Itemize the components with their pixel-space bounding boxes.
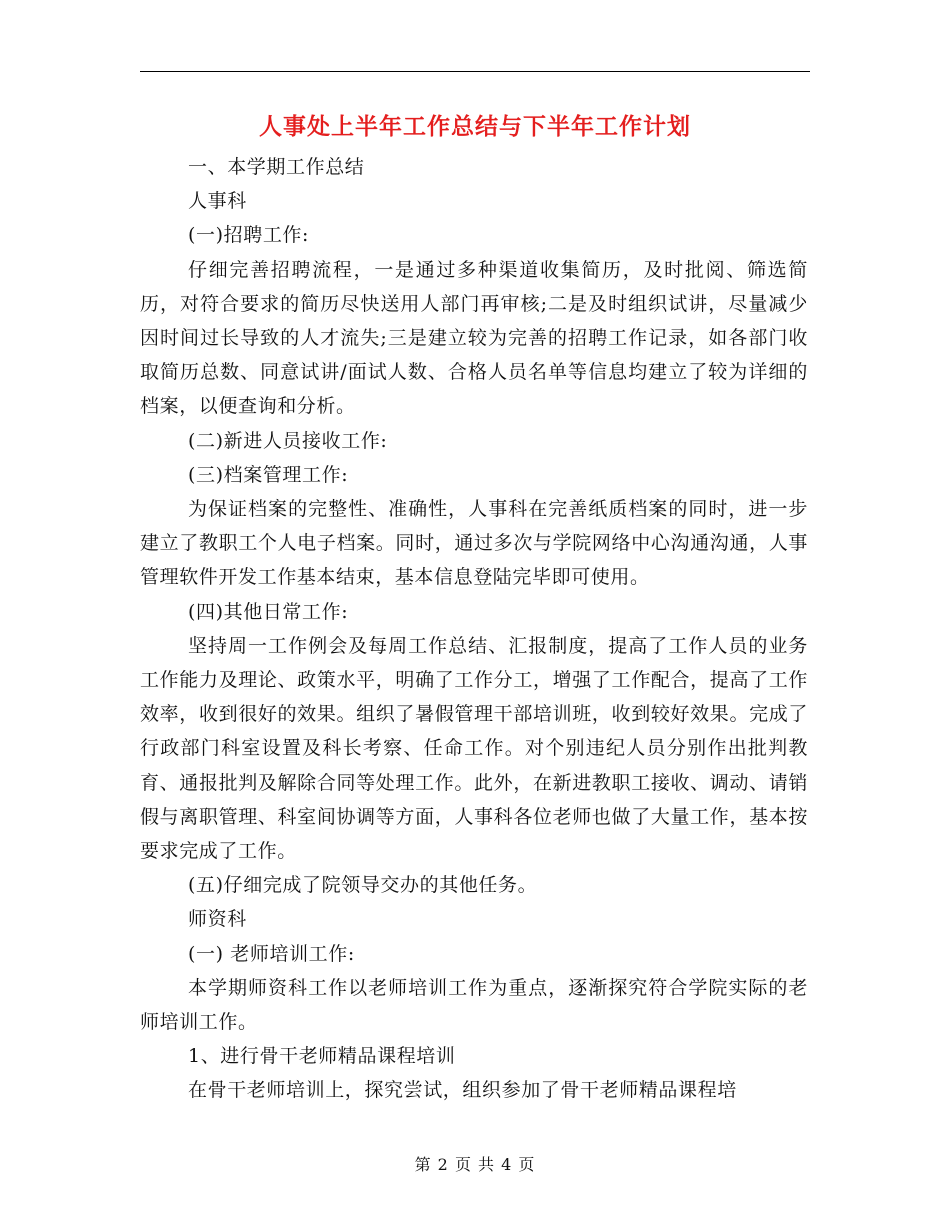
item-heading: (二)新进人员接收工作: [188,429,388,452]
item-heading: (五)仔细完成了院领导交办的其他任务。 [188,874,538,897]
body-paragraph: 为保证档案的完整性、准确性，人事科在完善纸质档案的同时，进一步建立了教职工个人电子档案。同时，通过多次与学院网络中心沟通沟通，人事管理软件开发工作基本结束，基本信息登陆完毕即可使用。 [140,498,808,589]
section-heading: 一、本学期工作总结 [188,156,365,178]
subsection-heading: 人事科 [188,190,247,213]
page-number-footer: 第 2 页 共 4 页 [414,1155,536,1174]
body-paragraph: 仔细完善招聘流程，一是通过多种渠道收集简历，及时批阅、筛选简历，对符合要求的简历尽快送用人部门再审核;二是及时组织试讲，尽量减少因时间过长导致的人才流失;三是建立较为完善的招聘工作记录，如各部门收取简历总数、同意试讲/面试人数、合格人员名单等信息均建立了较为详细的档案，以便查询和分析。 [140,258,808,418]
body-paragraph: 在骨干老师培训上，探究尝试，组织参加了骨干老师精品课程培 [188,1079,737,1102]
header-rule [140,71,810,72]
item-heading: (四)其他日常工作: [188,600,349,623]
subsection-heading: 师资科 [188,908,247,931]
body-paragraph: 本学期师资科工作以老师培训工作为重点，逐渐探究符合学院实际的老师培训工作。 [140,976,808,1034]
numbered-heading: 1、进行骨干老师精品课程培训 [188,1045,456,1068]
body-paragraph: 坚持周一工作例会及每周工作总结、汇报制度，提高了工作人员的业务工作能力及理论、政策水平，明确了工作分工，增强了工作配合，提高了工作效率，收到很好的效果。组织了暑假管理干部培训班，收到较好效果。完成了行政部门科室设置及科长考察、任命工作。对个别违纪人员分别作出批判教育、通报批判及解除合同等处理工作。此外，在新进教职工接收、调动、请销假与离职管理、科室间协调等方面，人事科各位老师也做了大量工作，基本按要求完成了工作。 [140,634,808,863]
item-heading: (三)档案管理工作: [188,463,349,486]
document-title: 人事处上半年工作总结与下半年工作计划 [259,113,691,140]
item-heading: (一)招聘工作: [188,224,310,247]
item-heading: (一) 老师培训工作: [188,942,355,965]
document-body [140,150,808,1108]
